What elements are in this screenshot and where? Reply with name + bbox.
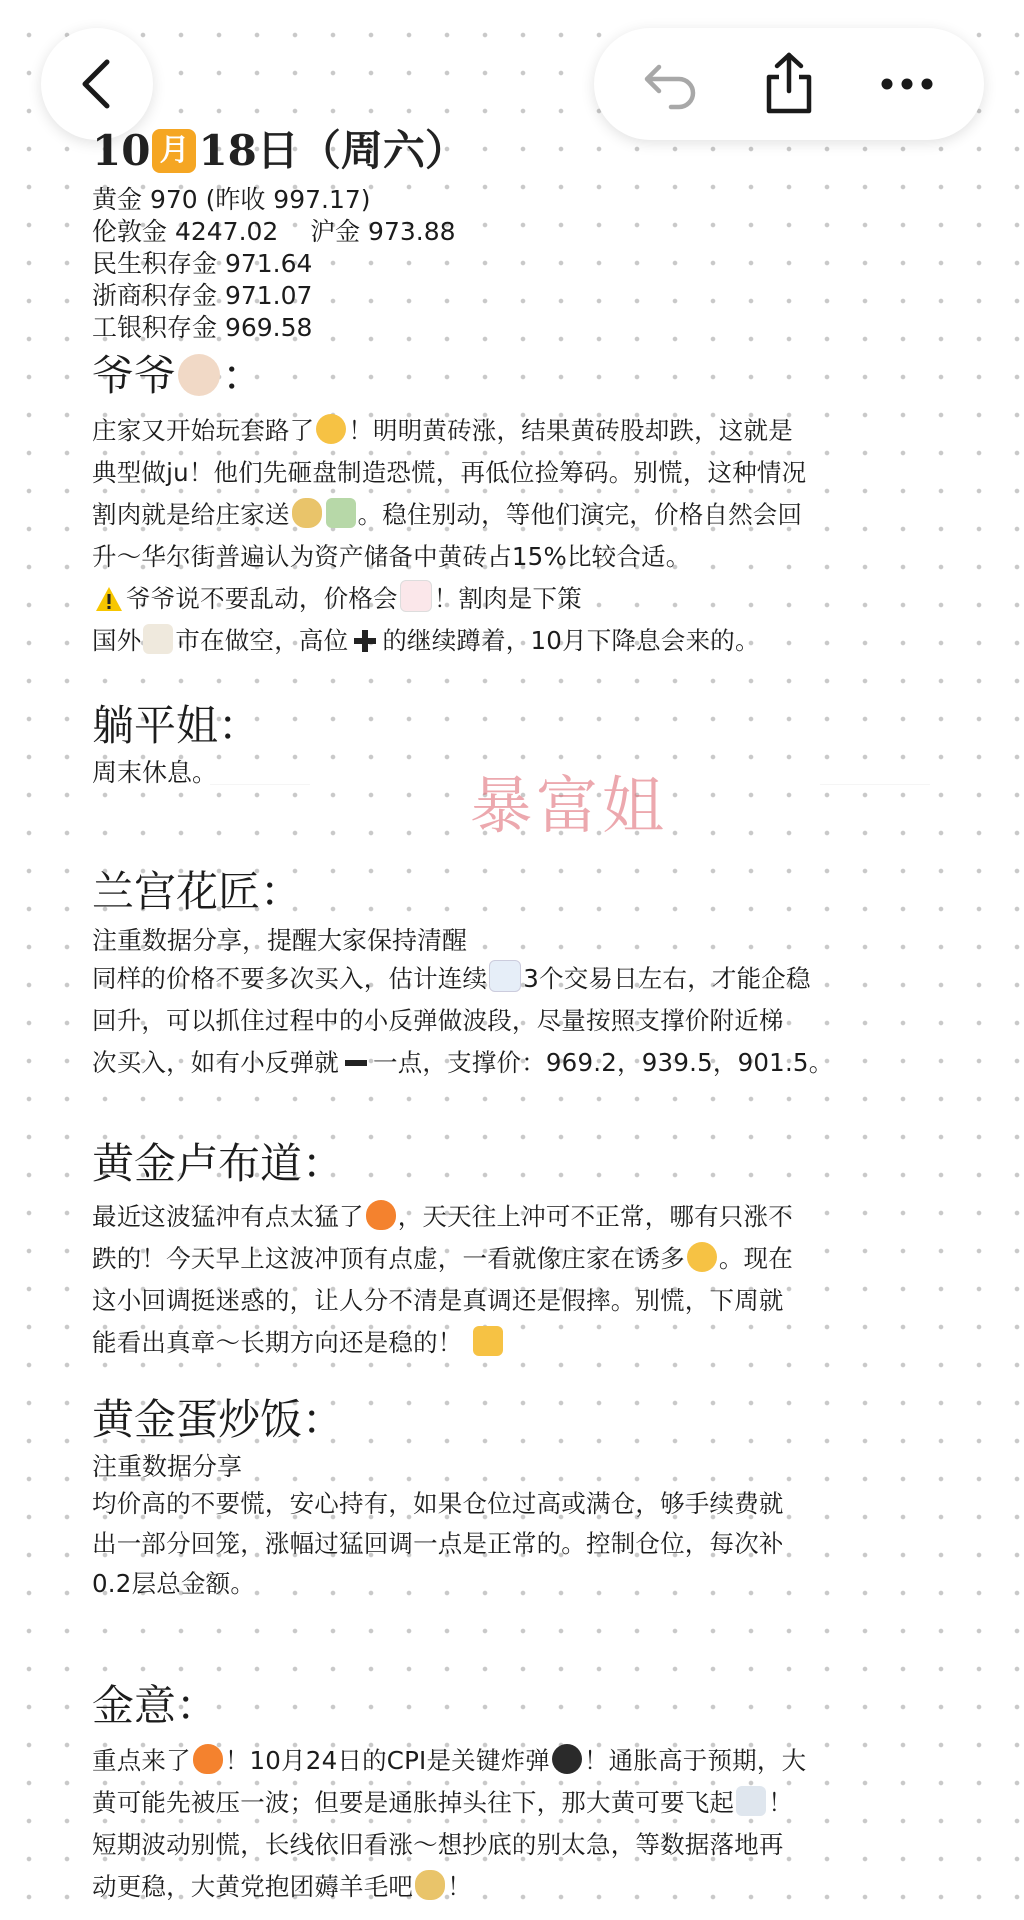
share-icon: [761, 51, 817, 117]
text-line: 庄家又开始玩套路了 ！明明黄砖涨，结果黄砖股却跌，这就是: [92, 416, 793, 445]
share-button[interactable]: [749, 44, 829, 124]
section-title-jinyi: 金意：: [92, 1681, 219, 1730]
text-line: 能看出真章～长期方向还是稳的！: [92, 1322, 892, 1364]
section-title-ludao: 黄金卢布道：: [92, 1139, 345, 1188]
price-line: 工银积存金 969.58: [92, 313, 313, 342]
price-line: 伦敦金 4247.02 沪金 973.88: [92, 217, 456, 246]
money-wings-emoji-icon: [326, 498, 356, 528]
text-line: 重点来了 ！10月24日的CPI是关键炸弹 ！通胀高于预期，大: [92, 1746, 807, 1775]
text-line: 同样的价格不要多次买入，估计连续 3个交易日左右，才能企稳: [92, 958, 892, 1000]
fire-emoji-icon: [366, 1200, 396, 1230]
price-list: [92, 184, 892, 344]
text-line: 周末休息。: [92, 758, 218, 787]
old-man-emoji-icon: [178, 354, 220, 396]
section-body-ludao: [92, 1196, 892, 1364]
section-title-langong: 兰宫花匠：: [92, 867, 303, 916]
section-body-yeye: [92, 410, 892, 662]
section-title-tangping: 躺平姐：: [92, 701, 261, 750]
chart-increasing-emoji-icon: [400, 580, 432, 612]
thinking-face-emoji-icon: [687, 1242, 717, 1272]
price-line: 浙商积存金 971.07: [92, 281, 313, 310]
section-title-danchaofan: 黄金蛋炒饭：: [92, 1395, 345, 1444]
bone-emoji-icon: [143, 624, 173, 654]
more-horizontal-icon: [879, 76, 935, 92]
text-line: 回升，可以抓住过程中的小反弹做波段，尽量按照支撑价附近梯: [92, 1006, 784, 1035]
text-line: 出一部分回笼，涨幅过猛回调一点是正常的。控制仓位，每次补: [92, 1529, 784, 1558]
chart-decreasing-emoji-icon: [489, 960, 521, 992]
price-line: 黄金 970 (昨收 997.17): [92, 185, 371, 214]
plus-emoji-icon: [350, 628, 380, 658]
text-line: 次买入，如有小反弹就 一点，支撑价：969.2，939.5，901.5。: [92, 1042, 892, 1084]
section-title-yeye: 爷爷 ：: [92, 351, 265, 400]
note-content: [92, 120, 892, 1908]
text-line: 典型做ju！他们先砸盘制造恐慌，再低位捡筹码。别慌，这种情况: [92, 458, 807, 487]
section-subtitle: 注重数据分享，提醒大家保持清醒: [92, 926, 468, 955]
undo-icon: [641, 57, 701, 111]
price-line: 民生积存金 971.64: [92, 249, 313, 278]
text-line: 短期波动别慌，长线依旧看涨～想抄底的别太急，等数据落地再: [92, 1830, 784, 1859]
note-date: 10 月 18日（周六）: [92, 126, 467, 175]
month-emoji-badge: 月: [152, 129, 196, 173]
bomb-emoji-icon: [552, 1744, 582, 1774]
rocket-emoji-icon: [736, 1786, 766, 1816]
text-line: 动更稳，大黄党抱团薅羊毛吧 ！: [92, 1872, 472, 1901]
money-bag-emoji-icon: [415, 1870, 445, 1900]
text-line: 最近这波猛冲有点太猛了 ，天天往上冲可不正常，哪有只涨不: [92, 1202, 793, 1231]
watermark: 暴富姐: [470, 769, 669, 842]
text-line: 爷爷说不要乱动，价格会 ！割肉是下策: [92, 578, 892, 620]
text-line: 跌的！今天早上这波冲顶有点虚，一看就像庄家在诱多 。现在: [92, 1244, 793, 1273]
text-line: 割肉就是给庄家送 。稳住别动，等他们演完，价格自然会回: [92, 500, 803, 529]
money-bag-emoji-icon: [292, 498, 322, 528]
undo-button[interactable]: [631, 44, 711, 124]
section-body-jinyi: [92, 1740, 892, 1908]
text-line: 国外 市在做空，高位 的继续蹲着，10月下降息会来的。: [92, 620, 892, 662]
text-line: 这小回调挺迷惑的，让人分不清是真调还是假摔。别慌，下周就: [92, 1286, 784, 1315]
steam-face-emoji-icon: [316, 414, 346, 444]
text-line: 升～华尔街普遍认为资产储备中黄砖占15%比较合适。: [92, 542, 691, 571]
minus-emoji-icon: [341, 1050, 371, 1080]
section-subtitle: 注重数据分享: [92, 1452, 243, 1481]
more-button[interactable]: [867, 44, 947, 124]
flexed-biceps-emoji-icon: [473, 1326, 503, 1356]
text-line: 均价高的不要慌，安心持有，如果仓位过高或满仓，够手续费就: [92, 1489, 784, 1518]
text-line: 黄可能先被压一波；但要是通胀掉头往下，那大黄可要飞起 ！: [92, 1788, 793, 1817]
text-line: 0.2层总金额。: [92, 1569, 256, 1598]
warning-emoji-icon: [94, 586, 124, 616]
fire-emoji-icon: [193, 1744, 223, 1774]
chevron-left-icon: [73, 54, 121, 114]
